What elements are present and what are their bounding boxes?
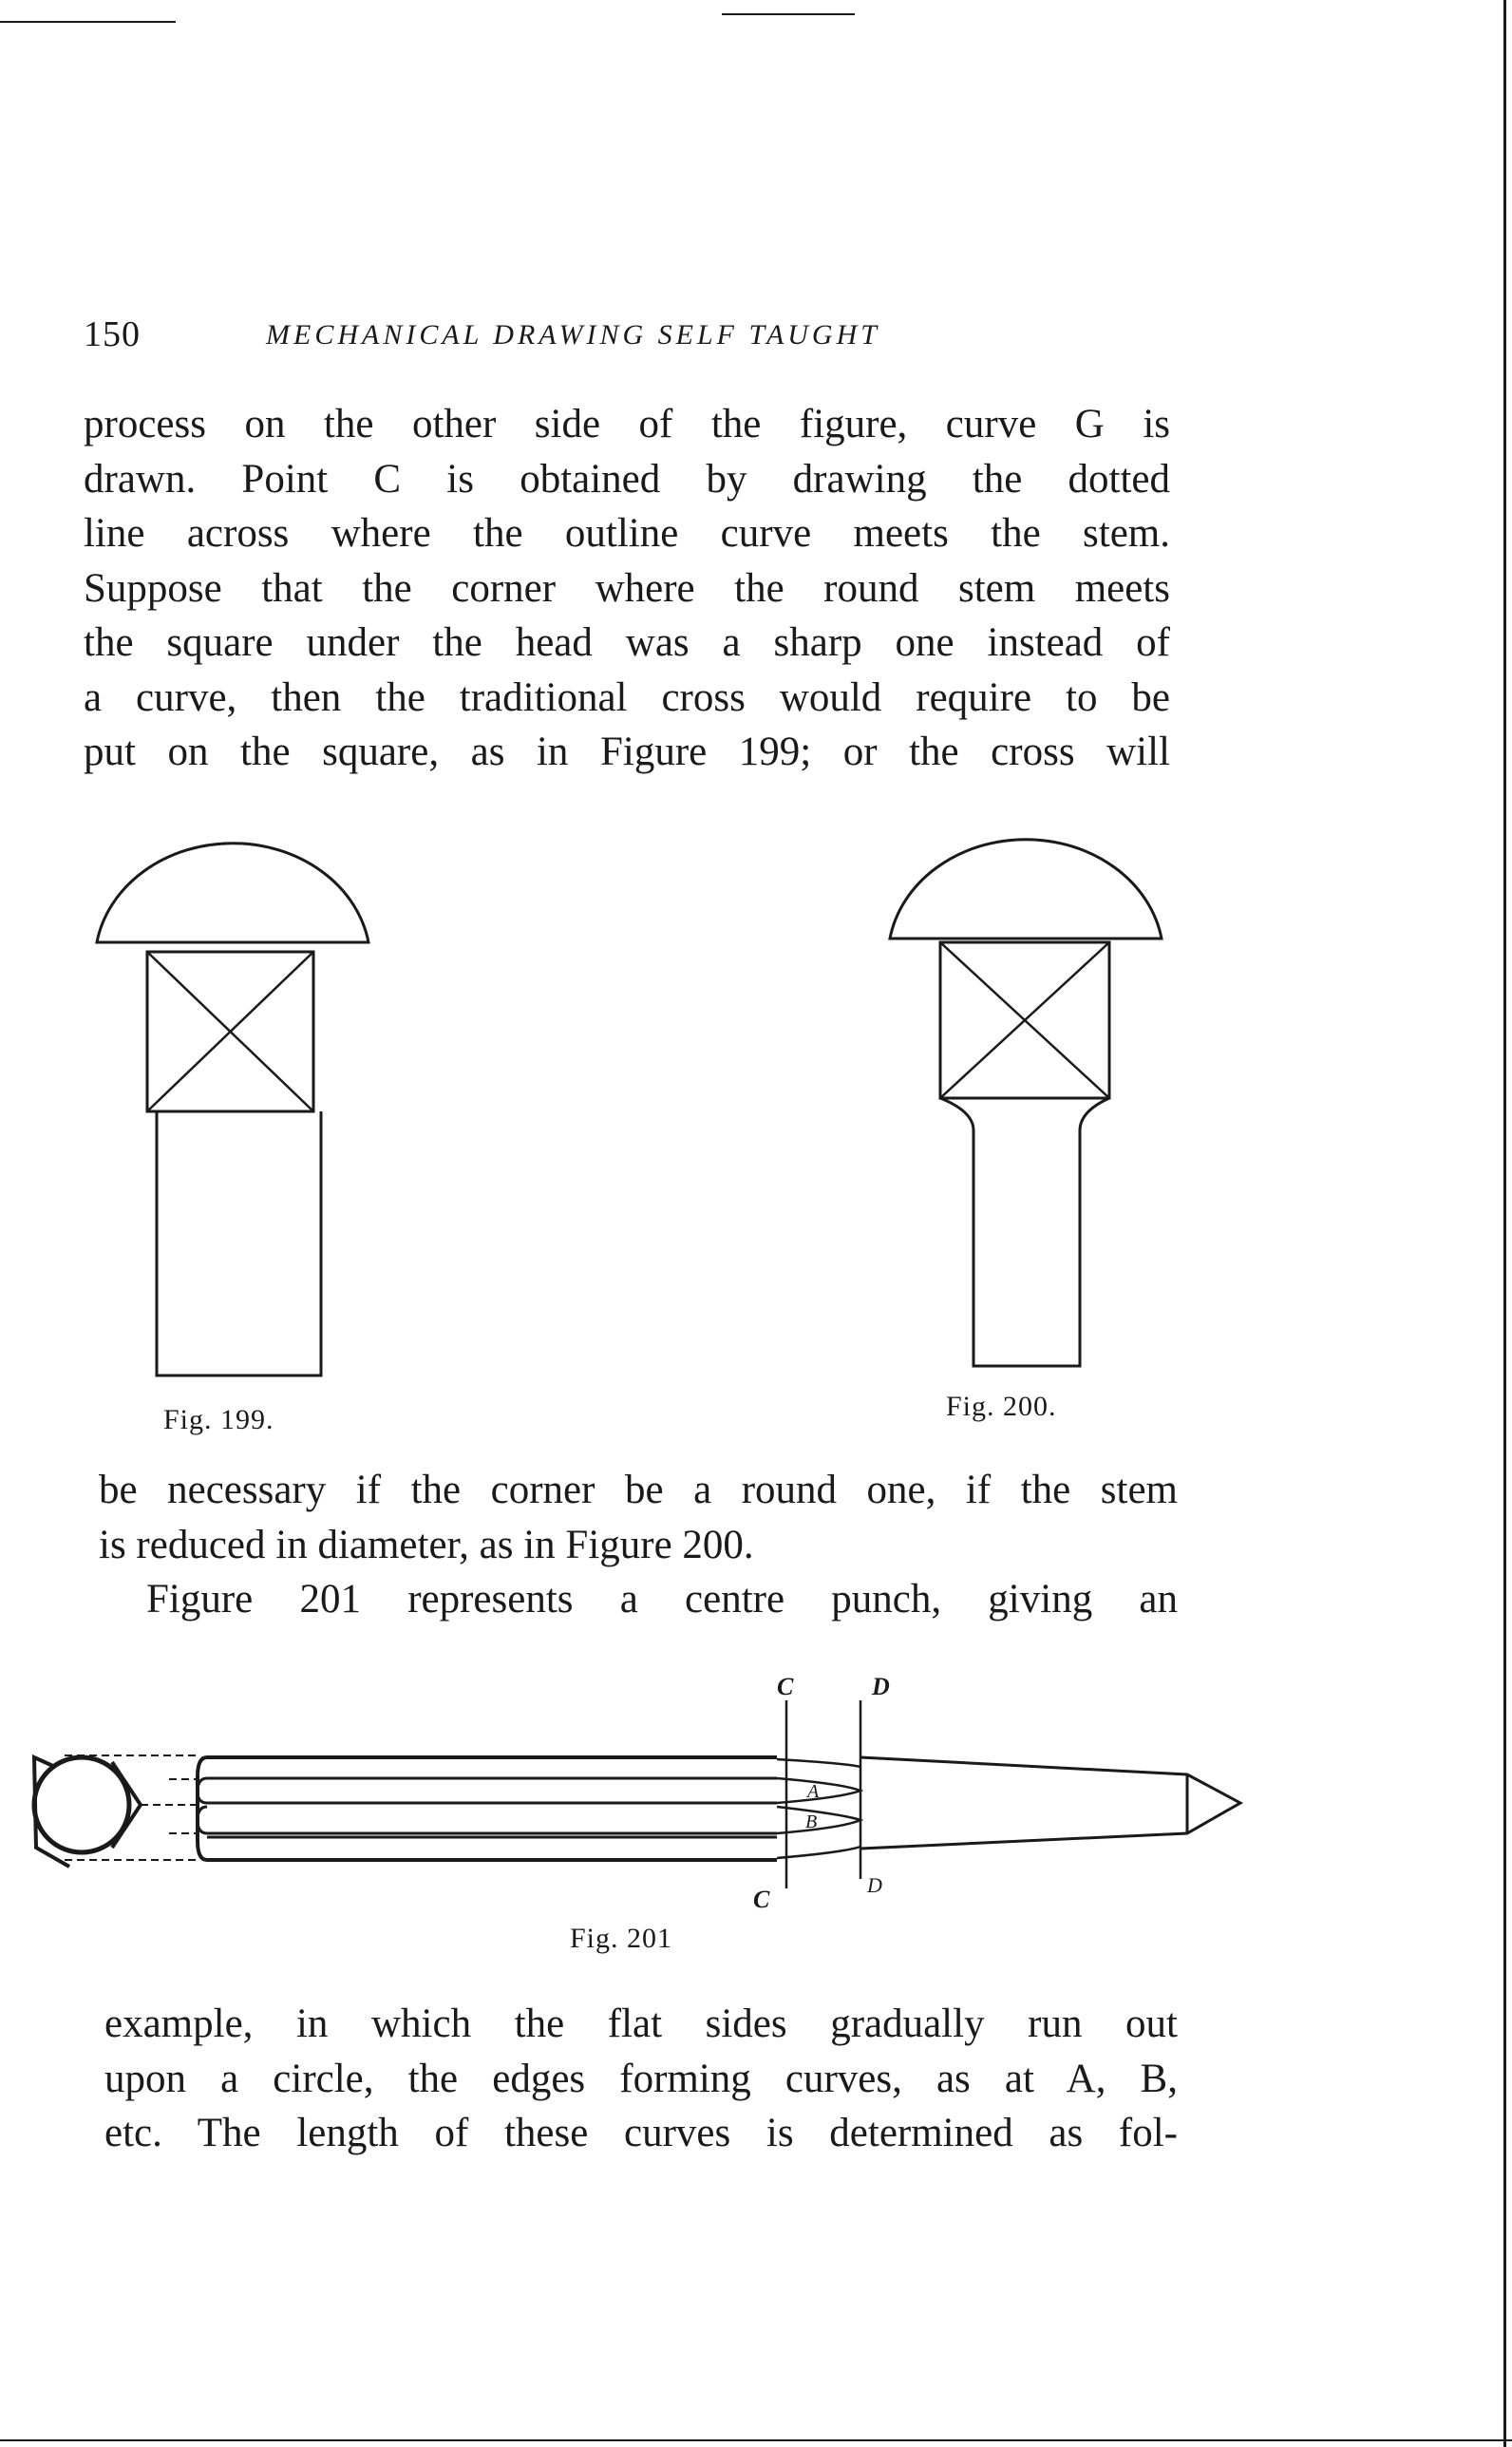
label-b: B [805,1812,818,1832]
end-circle [34,1757,129,1852]
text-line: put on the square, as in Figure 199; or the cross will [84,730,1170,774]
scan-edge-top-center [722,13,855,15]
figure-201-centre-punch [27,1672,1280,1919]
text-line: Figure 201 represents a centre punch, giving an [146,1577,1178,1622]
rivet-head [97,844,369,942]
text-line: the square under the head was a sharp one instead of [84,620,1170,665]
text-line: etc. The length of these curves is determined as fol- [104,2111,1178,2155]
page-number: 150 [84,314,141,354]
flat-sides [198,1778,777,1837]
scan-edge-top-left [0,21,176,23]
label-d-bottom: D [867,1873,882,1897]
paragraph-1 [84,397,1170,780]
label-c-bottom: C [753,1886,770,1913]
text-line: line across where the outline curve meets the stem. [84,511,1170,556]
running-title: MECHANICAL DRAWING SELF TAUGHT [266,319,880,351]
figure-199 [85,826,389,1377]
label-a: A [807,1781,820,1802]
figure-199-caption: Fig. 199. [163,1404,274,1435]
text-line: be necessary if the corner be a round one, if the stem [99,1468,1178,1512]
edge-curves [777,1759,860,1858]
text-line: is reduced in diameter, as in Figure 200. [99,1522,754,1567]
label-d-top: D [872,1673,890,1700]
label-c-top: C [777,1673,794,1700]
text-line: process on the other side of the figure, curve G is [84,402,1170,446]
text-line: upon a circle, the edges forming curves, as at A, B, [104,2056,1178,2101]
scan-edge-right [1503,0,1506,2447]
paragraph-3 [104,1997,1178,2161]
figure-200 [879,826,1182,1377]
text-line: a curve, then the traditional cross would require to be [84,674,1170,720]
text-line: example, in which the flat sides gradually run out [104,2001,1178,2046]
paragraph-2 [99,1463,1178,1627]
punch-body [198,1757,777,1860]
page-header [84,313,1176,370]
figure-200-caption: Fig. 200. [946,1391,1057,1422]
text-line: Suppose that the corner where the round stem meets [84,565,1170,611]
figure-201-caption: Fig. 201 [570,1923,673,1954]
rivet-head [890,840,1162,939]
reduced-stem [940,1098,1109,1366]
scan-edge-bottom [0,2439,1512,2441]
text-line: drawn. Point C is obtained by drawing the dotted [84,456,1170,502]
round-stem [157,1111,321,1375]
punch-taper [860,1757,1240,1849]
